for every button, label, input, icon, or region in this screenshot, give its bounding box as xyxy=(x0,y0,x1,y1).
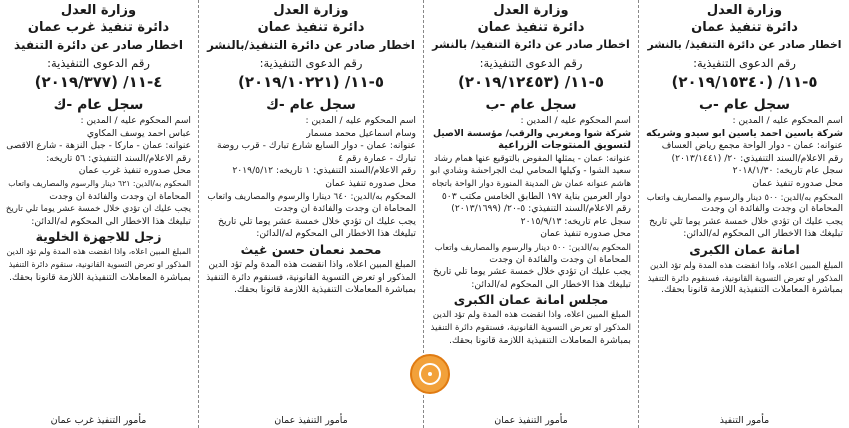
closing-line: المبلغ المبين اعلاه، واذا انقضت هذه المدة ولم تؤد الدين xyxy=(6,247,191,257)
ministry-heading: وزارة العدل xyxy=(493,3,569,18)
notice-line: محل صدوره تنفيذ غرب عمان xyxy=(78,165,191,177)
notice-line: سجل عام تاريخه: ٢٠١٥/٩/١٣ xyxy=(520,215,631,227)
case-label: رقم الدعوى التنفيذية: xyxy=(259,56,363,70)
notice-line: شركة ياسين احمد ياسين ابو سيدو وشريكه xyxy=(646,127,843,139)
creditor-name: محمد نعمان حسن غيث xyxy=(240,241,382,257)
notice-line: المحاماة ان وجدت والفائدة ان وجدت xyxy=(49,190,191,202)
case-label: رقم الدعوى التنفيذية: xyxy=(693,56,796,70)
creditor-name: امانة عمان الكبرى xyxy=(689,241,800,257)
notice-line: يجب عليك ان تؤدي خلال خمسة عشر يوما تلي تاريخ xyxy=(649,216,843,227)
notice-footer: مأمور التنفيذ عمان xyxy=(494,415,568,426)
notice-body xyxy=(646,115,843,241)
column-divider xyxy=(198,0,199,428)
department-heading: دائرة تنفيذ عمان xyxy=(691,20,798,35)
register-type: سجل عام -ك xyxy=(53,97,144,113)
notice-line: تبليغك هذا الاخطار الى المحكوم له/الدائن: xyxy=(683,228,843,240)
notice-body xyxy=(6,115,191,228)
notice-line: المحكوم به/الدين: ٥٠٠ دينار والرسوم والمصاريف واتعاب xyxy=(646,191,843,202)
notice-title: اخطار صادر عن دائرة التنفيذ xyxy=(14,38,183,52)
notice-line: رقم الاعلام/السند التنفيذي: ٥٦ تاريخه: xyxy=(46,152,191,164)
creditor-name: زجل للاجهزة الخلوية xyxy=(35,229,162,245)
notice-line: اسم المحكوم عليه / المدين : xyxy=(80,115,191,126)
closing-line: المذكور او تعرض التسوية القانونية، فسنقوم دائرة التنفيذ xyxy=(647,272,843,283)
case-number: ٥-١١/ (٢٠١٩/١٢٤٥٣) xyxy=(457,73,604,91)
notice-line: رقم الاعلام/السند التنفيذي: ٢٠/ (٢٠١٣/١٤٤١) xyxy=(671,152,843,164)
creditor-name: مجلس امانة عمان الكبرى xyxy=(453,292,609,308)
notice-title: اخطار صادر عن دائرة التنفيذ/بالنشر xyxy=(207,38,415,52)
notice-line: عنوانه: عمان - ماركا - جبل النزهة - شارع الاقصى xyxy=(6,141,191,152)
notice-line: محل صدوره تنفيذ عمان xyxy=(752,177,843,189)
notice-line: شركة شوا ومغربي والرقب/ مؤسسة الاصيل xyxy=(433,127,631,139)
notice-closing xyxy=(6,246,191,284)
notice-footer: مأمور التنفيذ xyxy=(719,415,770,426)
notice-closing xyxy=(431,309,631,347)
notice-line: تبليغك هذا الاخطار الى المحكوم له/الدائن: xyxy=(31,215,191,227)
department-heading: دائرة تنفيذ عمان xyxy=(257,20,365,35)
notice-line: اسم المحكوم عليه / المدين : xyxy=(520,115,631,126)
notice-line: المحاماة ان وجدت والفائدة ان وجدت xyxy=(274,203,416,215)
notice-line: اسم المحكوم عليه / المدين : xyxy=(732,115,843,126)
notice-line: المحاماة ان وجدت والفائدة ان وجدت xyxy=(489,253,631,265)
notice-line: هاشم عنوانه عمان ش المدينة المنورة دوار الواحة باتجاه xyxy=(431,178,631,189)
notice-line: تبليغك هذا الاخطار الى المحكوم له/الدائن: xyxy=(471,278,631,290)
notice-line: رقم الاعلام/السند التنفيذي: ٥-٢٠/ (٢٠١٣/١٦٩٩) xyxy=(451,203,631,215)
ministry-heading: وزارة العدل xyxy=(60,3,137,18)
notice-line: عنوانه: عمان - دوار السابع شارع تبارك - قرب روضة xyxy=(217,140,416,152)
notice-line: لتسويق المنتوجات الزراعية xyxy=(498,140,631,152)
register-type: سجل عام -ك xyxy=(266,97,356,113)
closing-line: بمباشرة المعاملات التنفيذية اللازمة قانونا بحقك. xyxy=(234,284,416,296)
case-label: رقم الدعوى التنفيذية: xyxy=(47,56,150,70)
closing-line: المذكور او تعرض التسوية القانونية، فسنقوم دائرة التنفيذ xyxy=(430,322,631,333)
case-number: ٥-١١/ (٢٠١٩/١٠٢٢١) xyxy=(237,73,384,91)
notice-line: محل صدوره تنفيذ عمان xyxy=(540,228,631,240)
notice-line: سعيد الشوا - وكيلها المحامي ليث الجراحشة وشادي ابو xyxy=(430,166,631,177)
notice-line: يجب عليك ان تؤدي خلال خمسة عشر يوما تلي تاريخ xyxy=(218,215,416,227)
notice-line: المحكوم به/الدين: ٦٢١ دينار والرسوم والمصاريف واتعاب xyxy=(8,178,191,188)
watermark-stamp-icon xyxy=(410,354,450,394)
notice-line: المحكوم به/الدين: ٥٠٠ دينار والرسوم والمصاريف واتعاب xyxy=(434,241,631,252)
closing-line: المبلغ المبين اعلاه، واذا انقضت هذه المدة ولم تؤد الدين xyxy=(208,259,416,270)
notice-line: تبليغك هذا الاخطار الى المحكوم له/الدائن: xyxy=(256,228,416,240)
closing-line: المذكور او تعرض التسوية القانونية، فسنقوم دائرة التنفيذ xyxy=(206,272,416,283)
register-type: سجل عام -ب xyxy=(698,97,791,113)
ministry-heading: وزارة العدل xyxy=(273,3,349,18)
notice-2 xyxy=(425,0,637,428)
notice-line: المحكوم به/الدين: ٦٤٠ دينارا والرسوم والمصاريف واتعاب xyxy=(207,191,416,202)
notice-title: اخطار صادر عن دائرة التنفيذ/ بالنشر xyxy=(432,38,630,51)
notice-line: وسام اسماعيل محمد مسمار xyxy=(306,127,416,139)
notice-footer: مأمور التنفيذ عمان xyxy=(274,415,348,426)
notice-line: عنوانه: عمان - يمثلها المفوض بالتوقيع عنها همام رشاد xyxy=(434,153,631,164)
notice-line: اسم المحكوم عليه / المدين : xyxy=(305,115,416,126)
notice-line: رقم الاعلام/السند التنفيذي: ١ تاريخه: ٢٠١٩/٥/١٢ xyxy=(232,165,416,177)
notice-line: دوار العرمين بناية ١٩٧ الطابق الخامس مكتب ٥٠٣ xyxy=(441,190,631,202)
notice-body xyxy=(431,115,631,291)
column-divider xyxy=(638,0,639,428)
notice-line: محل صدوره تنفيذ عمان xyxy=(325,177,416,189)
case-label: رقم الدعوى التنفيذية: xyxy=(479,56,583,70)
ministry-heading: وزارة العدل xyxy=(706,3,783,18)
department-heading: دائرة تنفيذ غرب عمان xyxy=(27,20,170,35)
notice-line: سجل عام تاريخه: ٢٠١٨/١/٣٠ xyxy=(732,165,843,177)
notice-4 xyxy=(0,0,197,428)
notice-footer: مأمور التنفيذ غرب عمان xyxy=(50,415,147,426)
notice-title: اخطار صادر عن دائرة التنفيذ/ بالنشر xyxy=(647,38,842,51)
closing-line: بمباشرة المعاملات التنفيذية اللازمة قانونا بحقك. xyxy=(449,334,631,346)
notice-line: عباس احمد يوسف المكاوي xyxy=(86,127,191,139)
department-heading: دائرة تنفيذ عمان xyxy=(477,20,585,35)
notice-1 xyxy=(640,0,849,428)
notice-closing xyxy=(646,259,843,297)
notice-line: المحاماة ان وجدت والفائدة ان وجدت xyxy=(701,203,843,215)
closing-line: بمباشرة المعاملات التنفيذية اللازمة قانونا بحقك. xyxy=(661,284,843,296)
notice-line: يجب عليك ان تؤدي خلال خمسة عشر يوما تلي تاريخ xyxy=(5,204,191,215)
closing-line: المبلغ المبين اعلاه، واذا انقضت هذه المدة ولم تؤد الدين xyxy=(432,310,631,321)
register-type: سجل عام -ب xyxy=(485,97,577,113)
notice-closing xyxy=(206,259,416,297)
notice-3 xyxy=(200,0,422,428)
notice-line: يجب عليك ان تؤدي خلال خمسة عشر يوما تلي تاريخ xyxy=(433,266,631,278)
case-number: ٤-١١/ (٢٠١٩/٣٧٧) xyxy=(34,73,163,91)
notice-line: عنوانه: عمان - دوار الواحة مجمع رياض العساف xyxy=(661,140,843,152)
closing-line: بمباشرة المعاملات التنفيذية اللازمة قانونا بحقك. xyxy=(9,271,191,283)
closing-line: المبلغ المبين اعلاه، واذا انقضت هذه المدة ولم تؤد الدين xyxy=(649,259,843,270)
closing-line: المذكور او تعرض التسوية القانونية، سنقوم دائرة التنفيذ xyxy=(8,259,191,269)
notice-body xyxy=(206,115,416,241)
notice-line: تبارك - عمارة رقم ٤ xyxy=(338,152,416,164)
case-number: ٥-١١/ (٢٠١٩/١٥٣٤٠) xyxy=(671,73,818,91)
